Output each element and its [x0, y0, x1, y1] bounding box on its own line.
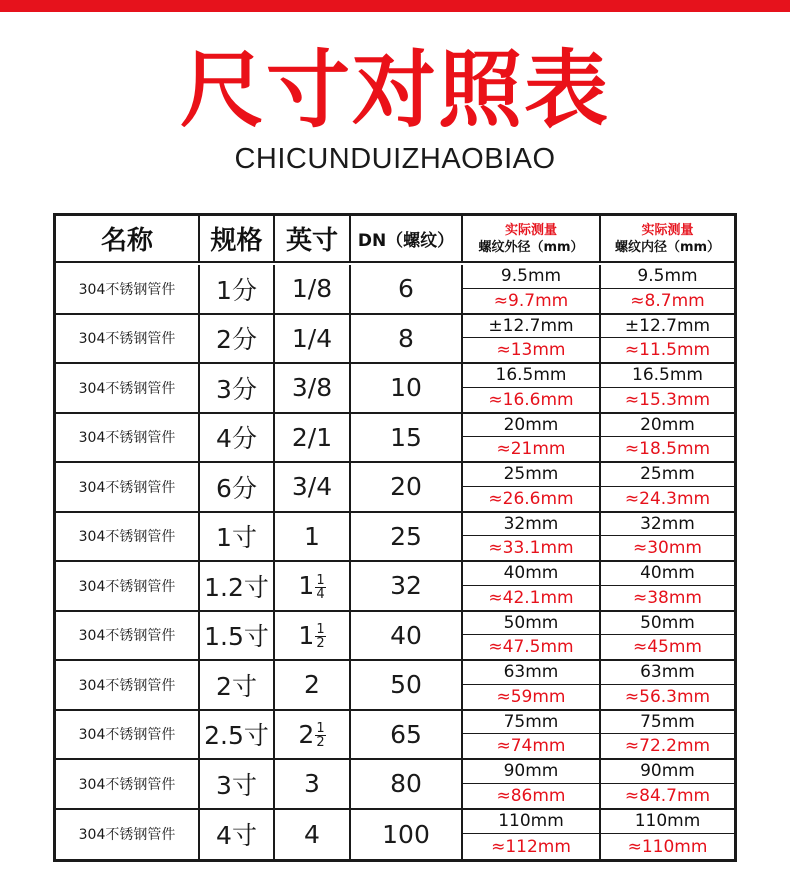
cell-dn: 32	[351, 562, 463, 610]
inner-measured: ≈30mm	[633, 538, 702, 559]
inner-measured: ≈11.5mm	[624, 340, 711, 361]
outer-nominal: 16.5mm	[463, 364, 599, 388]
cell-outer-diameter	[463, 315, 601, 363]
cell-inch	[275, 364, 351, 412]
table-row	[56, 265, 734, 315]
cell-spec: 6分	[200, 463, 275, 511]
cell-name: 304不锈钢管件	[56, 463, 200, 511]
inch-fraction: $\frac{1}{2}$	[316, 622, 325, 651]
inner-measured: ≈45mm	[633, 637, 702, 658]
inner-nominal: 25mm	[601, 463, 734, 487]
cell-inner-diameter	[601, 711, 734, 759]
cell-dn: 80	[351, 760, 463, 808]
outer-measured: ≈42.1mm	[488, 587, 574, 608]
inner-measured: ≈110mm	[627, 836, 708, 857]
outer-nominal: ±12.7mm	[463, 315, 599, 339]
inner-nominal: 20mm	[601, 414, 734, 438]
inch-value: 1/4	[291, 323, 333, 353]
cell-name: 304不锈钢管件	[56, 364, 200, 412]
inch-value: 3/4	[291, 472, 333, 502]
inch-value: 2 $\frac{1}{2}$	[298, 719, 325, 750]
cell-inner-diameter	[601, 562, 734, 610]
cell-inner-diameter	[601, 612, 734, 660]
cell-inch	[275, 810, 351, 860]
outer-nominal: 90mm	[463, 760, 599, 784]
cell-name: 304不锈钢管件	[56, 711, 200, 759]
inner-measured: ≈15.3mm	[624, 389, 711, 410]
inner-nominal: 16.5mm	[601, 364, 734, 388]
cell-spec: 1.2寸	[200, 562, 275, 610]
inner-measured: ≈24.3mm	[624, 488, 711, 509]
outer-measured: ≈112mm	[491, 836, 571, 857]
outer-measured: ≈16.6mm	[488, 389, 574, 410]
inner-measured: ≈38mm	[633, 587, 702, 608]
cell-inch	[275, 513, 351, 561]
cell-outer-diameter	[463, 810, 601, 860]
cell-dn: 15	[351, 414, 463, 462]
top-accent-bar	[0, 0, 790, 12]
cell-name: 304不锈钢管件	[56, 612, 200, 660]
inner-nominal: 110mm	[601, 810, 734, 835]
header-outer-diameter: 实际测量 螺纹外径（mm）	[463, 216, 601, 261]
outer-measured: ≈26.6mm	[488, 488, 574, 509]
cell-inch	[275, 414, 351, 462]
cell-spec: 1分	[200, 265, 275, 313]
cell-name: 304不锈钢管件	[56, 513, 200, 561]
cell-dn: 100	[351, 810, 463, 860]
cell-inner-diameter	[601, 810, 734, 860]
table-row	[56, 760, 734, 810]
outer-measured: ≈47.5mm	[488, 637, 574, 658]
inner-nominal: ±12.7mm	[601, 315, 734, 339]
table-row	[56, 562, 734, 612]
inch-value: 3	[304, 769, 320, 799]
table-row	[56, 810, 734, 860]
cell-dn: 50	[351, 661, 463, 709]
inner-measured: ≈72.2mm	[624, 736, 711, 757]
outer-measured: ≈33.1mm	[488, 538, 574, 559]
inner-measured: ≈84.7mm	[624, 785, 711, 806]
inch-value: 3/8	[291, 373, 333, 403]
inner-nominal: 90mm	[601, 760, 734, 784]
outer-measured: ≈74mm	[496, 736, 566, 757]
cell-inch	[275, 562, 351, 610]
cell-outer-diameter	[463, 463, 601, 511]
page-subtitle: CHICUNDUIZHAOBIAO	[234, 143, 556, 175]
cell-spec: 4分	[200, 414, 275, 462]
cell-outer-diameter	[463, 364, 601, 412]
cell-dn: 40	[351, 612, 463, 660]
table-row	[56, 414, 734, 464]
cell-outer-diameter	[463, 760, 601, 808]
cell-inch	[275, 760, 351, 808]
cell-dn: 10	[351, 364, 463, 412]
outer-nominal: 75mm	[463, 711, 599, 735]
cell-dn: 6	[351, 265, 463, 313]
cell-spec: 3寸	[200, 760, 275, 808]
outer-nominal: 63mm	[463, 661, 599, 685]
cell-spec: 2寸	[200, 661, 275, 709]
cell-dn: 8	[351, 315, 463, 363]
inch-value: 2	[304, 670, 320, 700]
cell-outer-diameter	[463, 265, 601, 313]
outer-nominal: 110mm	[463, 810, 599, 835]
inch-value: 1 $\frac{1}{4}$	[298, 571, 325, 602]
inch-value: 1 $\frac{1}{2}$	[298, 620, 325, 651]
cell-inch	[275, 661, 351, 709]
header-spec: 规格	[200, 216, 275, 261]
cell-spec: 1寸	[200, 513, 275, 561]
cell-name: 304不锈钢管件	[56, 810, 200, 860]
inner-nominal: 63mm	[601, 661, 734, 685]
cell-outer-diameter	[463, 661, 601, 709]
header-inner-diameter: 实际测量 螺纹内径（mm）	[614, 222, 721, 255]
table-row	[56, 513, 734, 563]
inch-value: 1/8	[291, 274, 333, 304]
header-dn: DN（螺纹）	[351, 216, 463, 261]
cell-name: 304不锈钢管件	[56, 265, 200, 313]
table-row	[56, 612, 734, 662]
cell-name: 304不锈钢管件	[56, 562, 200, 610]
inner-nominal: 75mm	[601, 711, 734, 735]
inch-value: 2/1	[291, 422, 333, 452]
cell-inner-diameter	[601, 463, 734, 511]
cell-outer-diameter	[463, 711, 601, 759]
inch-fraction: $\frac{1}{4}$	[316, 572, 325, 602]
outer-nominal: 25mm	[463, 463, 599, 487]
outer-nominal: 9.5mm	[463, 265, 599, 289]
cell-spec: 2.5寸	[200, 711, 275, 759]
inner-measured: ≈8.7mm	[630, 290, 705, 311]
cell-inner-diameter	[601, 315, 734, 363]
cell-name: 304不锈钢管件	[56, 414, 200, 462]
header-name: 名称	[56, 216, 200, 261]
table-row	[56, 661, 734, 711]
outer-nominal: 32mm	[463, 513, 599, 537]
cell-outer-diameter	[463, 562, 601, 610]
page-title: 尺寸对照表	[179, 41, 610, 139]
cell-inner-diameter	[601, 265, 734, 313]
cell-outer-diameter	[463, 414, 601, 462]
inner-measured: ≈56.3mm	[624, 686, 711, 707]
cell-inch	[275, 265, 351, 313]
cell-outer-diameter	[463, 612, 601, 660]
outer-measured: ≈13mm	[496, 340, 566, 361]
cell-name: 304不锈钢管件	[56, 315, 200, 363]
outer-measured: ≈86mm	[496, 785, 566, 806]
size-comparison-table	[53, 213, 737, 862]
inner-nominal: 50mm	[601, 612, 734, 636]
outer-measured: ≈9.7mm	[493, 290, 569, 311]
cell-dn: 20	[351, 463, 463, 511]
inch-value: 1	[304, 521, 320, 551]
inner-nominal: 32mm	[601, 513, 734, 537]
cell-inner-diameter	[601, 414, 734, 462]
outer-nominal: 40mm	[463, 562, 599, 586]
table-row	[56, 711, 734, 761]
header-inch: 英寸	[275, 216, 351, 261]
cell-inch	[275, 463, 351, 511]
inch-fraction: $\frac{1}{2}$	[316, 721, 325, 750]
cell-inner-diameter	[601, 364, 734, 412]
outer-measured: ≈21mm	[496, 439, 566, 460]
table-row	[56, 463, 734, 513]
cell-spec: 4寸	[200, 810, 275, 860]
cell-spec: 1.5寸	[200, 612, 275, 660]
table-row	[56, 364, 734, 414]
cell-inner-diameter	[601, 760, 734, 808]
cell-inner-diameter	[601, 513, 734, 561]
cell-name: 304不锈钢管件	[56, 760, 200, 808]
outer-nominal: 50mm	[463, 612, 599, 636]
table-row	[56, 315, 734, 365]
cell-name: 304不锈钢管件	[56, 661, 200, 709]
cell-inch	[275, 711, 351, 759]
cell-dn: 25	[351, 513, 463, 561]
inch-value: 4	[304, 819, 320, 849]
inner-nominal: 40mm	[601, 562, 734, 586]
inner-measured: ≈18.5mm	[624, 439, 711, 460]
cell-spec: 2分	[200, 315, 275, 363]
cell-inner-diameter	[601, 661, 734, 709]
cell-inch	[275, 315, 351, 363]
cell-spec: 3分	[200, 364, 275, 412]
outer-nominal: 20mm	[463, 414, 599, 438]
cell-dn: 65	[351, 711, 463, 759]
table-header-row	[56, 216, 734, 263]
cell-inch	[275, 612, 351, 660]
outer-measured: ≈59mm	[496, 686, 566, 707]
cell-outer-diameter	[463, 513, 601, 561]
inner-nominal: 9.5mm	[601, 265, 734, 289]
